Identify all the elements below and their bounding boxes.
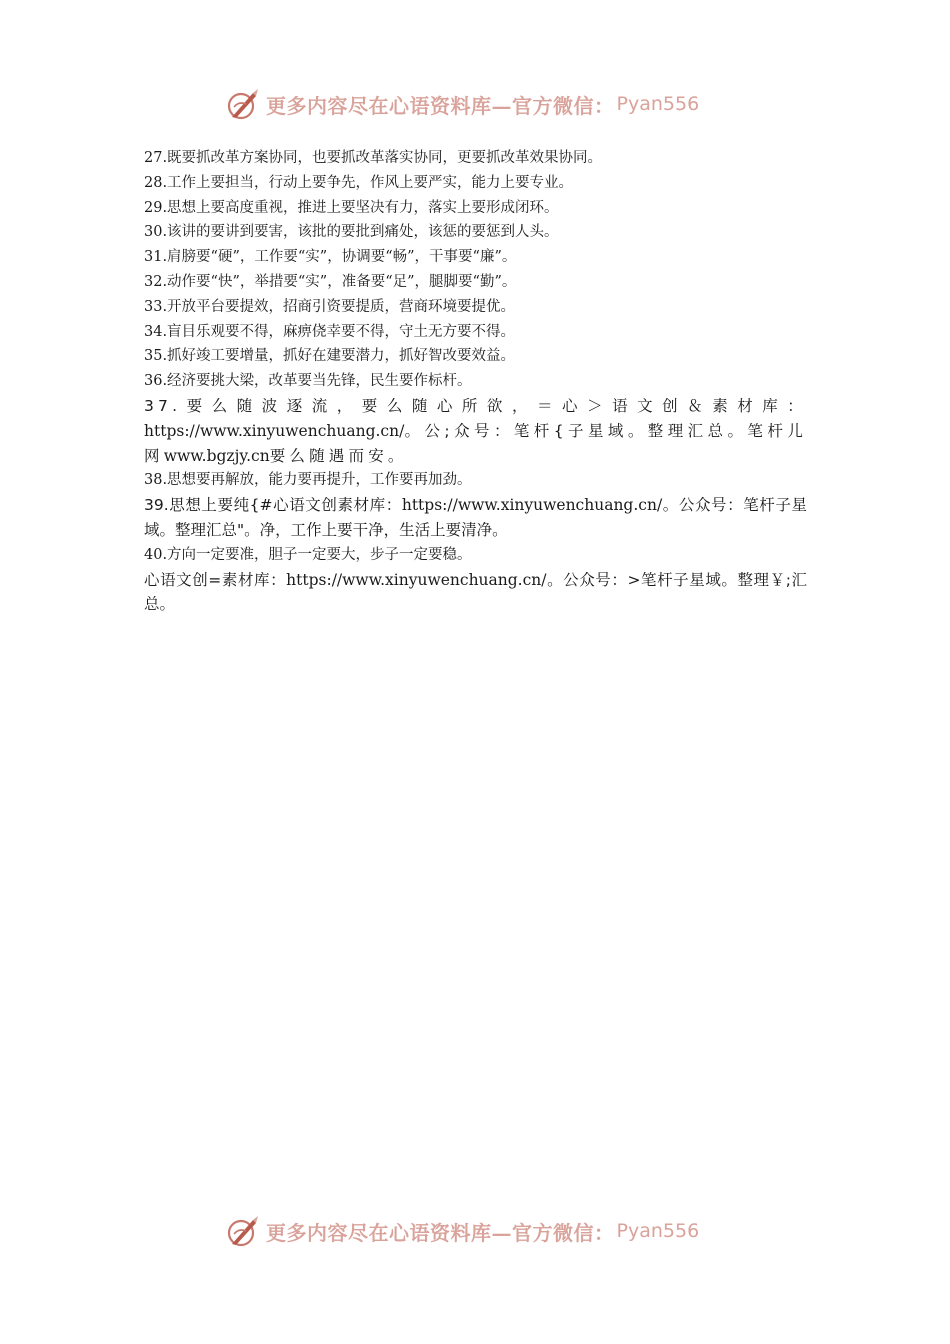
list-item: 38.思想要再解放，能力要再提升，工作要再加劲。	[144, 472, 472, 489]
item39-text: 39.思想上要纯{#心语文创素材库：	[144, 496, 402, 515]
quill-pen-logo-icon	[226, 87, 260, 121]
trailer-text-end: 。公众号：>笔杆子星域。整理￥;汇总。	[144, 570, 807, 614]
trailer-text: 心语文创=素材库：	[144, 570, 287, 589]
header-banner-text: 更多内容尽在心语资料库—官方微信：	[266, 93, 615, 118]
list-item: 40.方向一定要准，胆子一定要大，步子一定要稳。	[144, 546, 472, 563]
list-item: 29.思想上要高度重视，推进上要坚决有力，落实上要形成闭环。	[144, 199, 559, 216]
item37-text: 37.要么随波逐流，要么随心所欲，＝心＞语文创＆素材库：	[144, 396, 807, 415]
document-body	[144, 146, 807, 617]
header-wechat-id: Pyan556	[616, 93, 700, 115]
list-item: 33.开放平台要提效，招商引资要提质，营商环境要提优。	[144, 298, 516, 315]
item37-text-end: 要么随遇而安。	[269, 446, 408, 465]
header-banner	[226, 84, 746, 124]
list-item: 31.肩膀要“硬”，工作要“实”，协调要“畅”，干事要“廉”。	[144, 249, 517, 266]
footer-wechat-id: Pyan556	[616, 1220, 700, 1242]
footer-banner	[226, 1211, 746, 1251]
quill-pen-logo-icon	[226, 1214, 260, 1248]
item37-url2-link[interactable]: www.bgzjy.cn	[163, 446, 270, 465]
item39-text-end: 。公众号：笔杆子星域。整理汇总"。净，工作上要干净，生活上要清净。	[144, 496, 807, 539]
list-item: 32.动作要“快”，举措要“实”，准备要“足”，腿脚要“勤”。	[144, 273, 517, 290]
list-item-39	[144, 493, 807, 543]
list-item: 35.抓好竣工要增量，抓好在建要潜力，抓好智改要效益。	[144, 348, 516, 365]
list-item: 28.工作上要担当，行动上要争先，作风上要严实，能力上要专业。	[144, 174, 574, 191]
trailer-paragraph	[144, 568, 807, 618]
list-item: 30.该讲的要讲到要害，该批的要批到痛处，该惩的要惩到人头。	[144, 224, 559, 241]
trailer-url-link[interactable]: https://www.xinyuwenchuang.cn/	[286, 570, 547, 589]
item39-url-link[interactable]: https://www.xinyuwenchuang.cn/	[401, 496, 663, 515]
list-item: 34.盲目乐观要不得，麻痹侥幸要不得，守土无方要不得。	[144, 323, 516, 340]
list-item: 36.经济要挑大梁，改革要当先锋，民生要作标杆。	[144, 373, 472, 390]
list-item: 27.既要抓改革方案协同，也要抓改革落实协同，更要抓改革效果协同。	[144, 150, 603, 166]
item37-url-link[interactable]: https://www.xinyuwenchuang.cn/	[144, 421, 405, 440]
list-item-37	[144, 394, 807, 468]
footer-banner-text: 更多内容尽在心语资料库—官方微信：	[266, 1220, 615, 1245]
item37-text-mid: 。公;众号：笔杆{子星域。整理汇总。笔杆儿网	[144, 421, 807, 465]
